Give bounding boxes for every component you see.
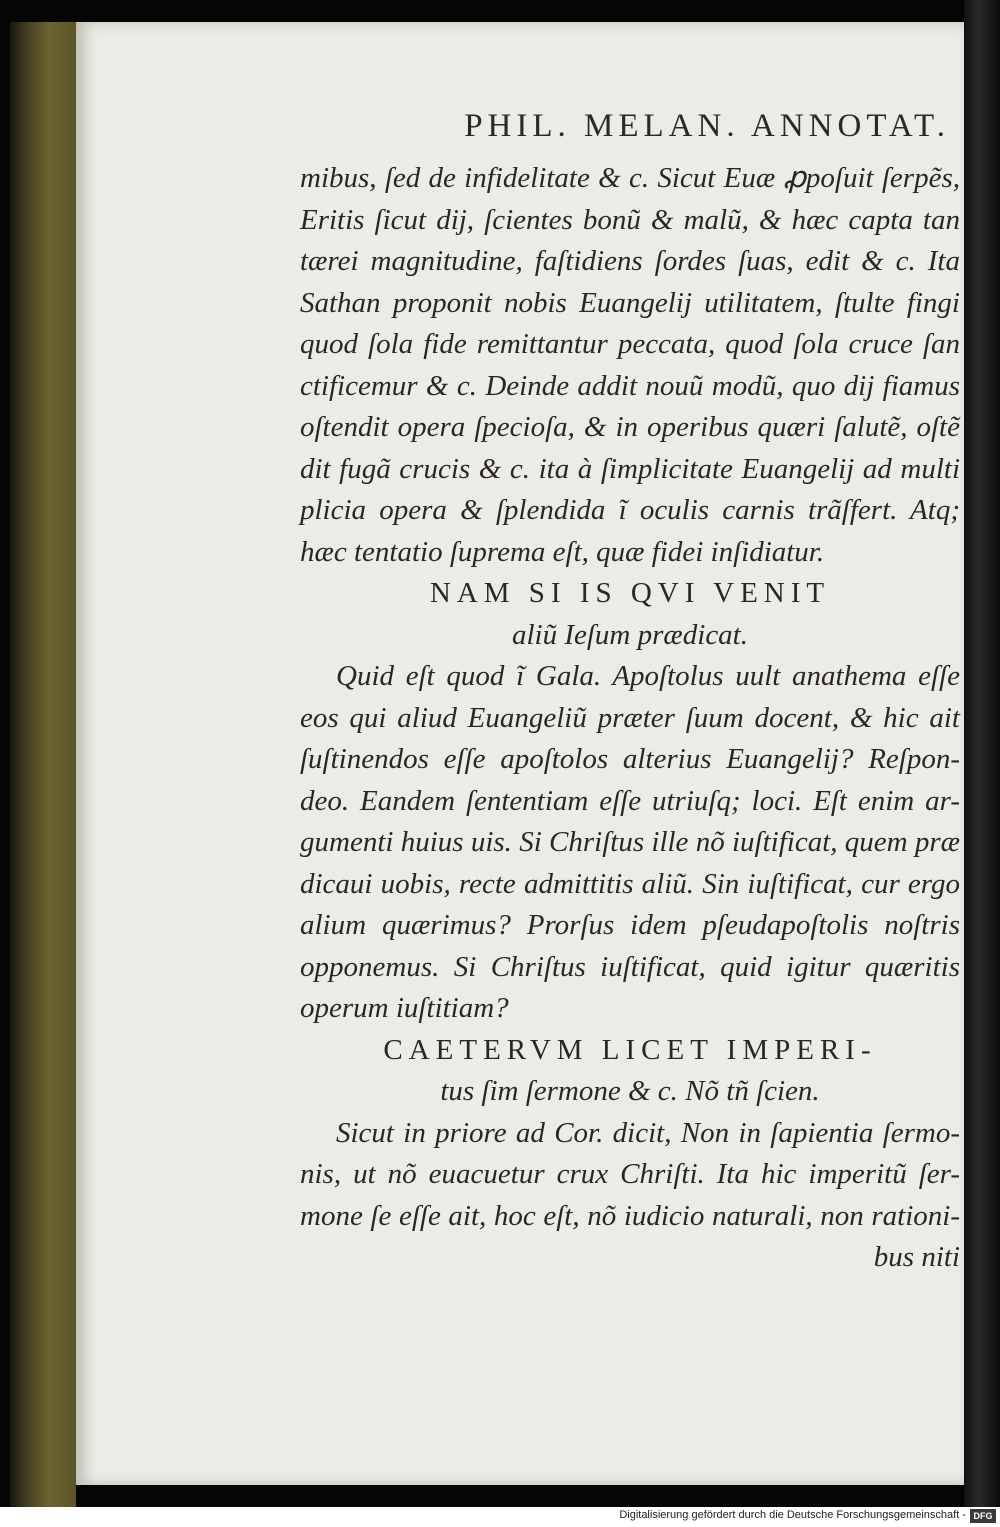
text-line: nis, ut nõ euacuetur crux Chriſti. Ita hic imperitũ ſer- [300, 1158, 960, 1190]
section-heading: NAM SI IS QVI VENIT [429, 577, 831, 609]
text-line: eos qui aliud Euangeliũ præter ſuum docent, & hic ait [300, 701, 960, 734]
text-line: Sathan proponit nobis Euangelij utilitatem, ſtulte fingi [300, 286, 960, 319]
funding-notice: Digitalisierung gefördert durch die Deutsche Forschungsgemeinschaft - [619, 1509, 966, 1521]
text-line: deo. Eandem ſententiam eſſe utriuſq; loci. Eſt enim ar- [300, 784, 960, 817]
text-line: ſuſtinendos eſſe apoſtolos alterius Euangelij? Reſpon- [300, 743, 960, 775]
text-line: alium quærimus? Prorſus idem pſeudapoſtolis noſtris [300, 909, 960, 941]
text-line: tærei magnitudine, faſtidiens ſordes ſuas, edit & c. Ita [300, 245, 960, 277]
text-line: oſtendit opera ſpecioſa, & in operibus quæri ſalutẽ, oſtẽ [300, 411, 960, 443]
section-heading: CAETERVM LICET IMPERI- [383, 1033, 877, 1066]
text-line: quod ſola fide remittantur peccata, quod ſola cruce ſan [300, 328, 960, 360]
text-line: hæc tentatio ſuprema eſt, quæ fidei inſidiatur. [300, 535, 825, 568]
page-text [300, 158, 960, 1279]
text-line: Sicut in priore ad Cor. dicit, Non in ſapientia ſermo- [336, 1116, 960, 1149]
section-heading-cont: tus ſim ſermone & c. Nõ tñ ſcien. [440, 1075, 820, 1107]
book-spine [10, 22, 76, 1507]
text-line: mone ſe eſſe ait, hoc eſt, nõ iudicio naturali, non rationi- [300, 1199, 960, 1232]
text-line: mibus, ſed de infidelitate & c. Sicut Euæ ꝓpoſuit ſerpẽs, [300, 162, 960, 194]
dfg-logo: DFG [970, 1509, 996, 1523]
page-edge [964, 0, 1000, 1507]
text-line: opponemus. Si Chriſtus iuſtificat, quid igitur quæritis [300, 950, 960, 983]
text-line: dit fugã crucis & c. ita à ſimplicitate Euangelij ad multi [300, 452, 960, 485]
text-line: dicaui uobis, recte admittitis aliũ. Sin iuſtificat, cur ergo [300, 867, 960, 900]
text-line: operum iuſtitiam? [300, 992, 509, 1024]
catchword: bus niti [873, 1241, 960, 1273]
section-heading-cont: aliũ Ieſum prædicat. [511, 618, 748, 651]
text-line: ctificemur & c. Deinde addit nouũ modũ, quo dij fiamus [300, 369, 960, 402]
text-line: Quid eſt quod ĩ Gala. Apoſtolus uult anathema eſſe [336, 660, 960, 692]
text-line: gumenti huius uis. Si Chriſtus ille nõ iuſtificat, quem præ [300, 826, 960, 858]
text-line: Eritis ſicut dij, ſcientes bonũ & malũ, & hæc capta tan [300, 203, 960, 236]
text-line: plicia opera & ſplendida ĩ oculis carnis trãſfert. Atq; [300, 494, 960, 526]
running-header: PHIL. MELAN. ANNOTAT. [464, 108, 950, 144]
